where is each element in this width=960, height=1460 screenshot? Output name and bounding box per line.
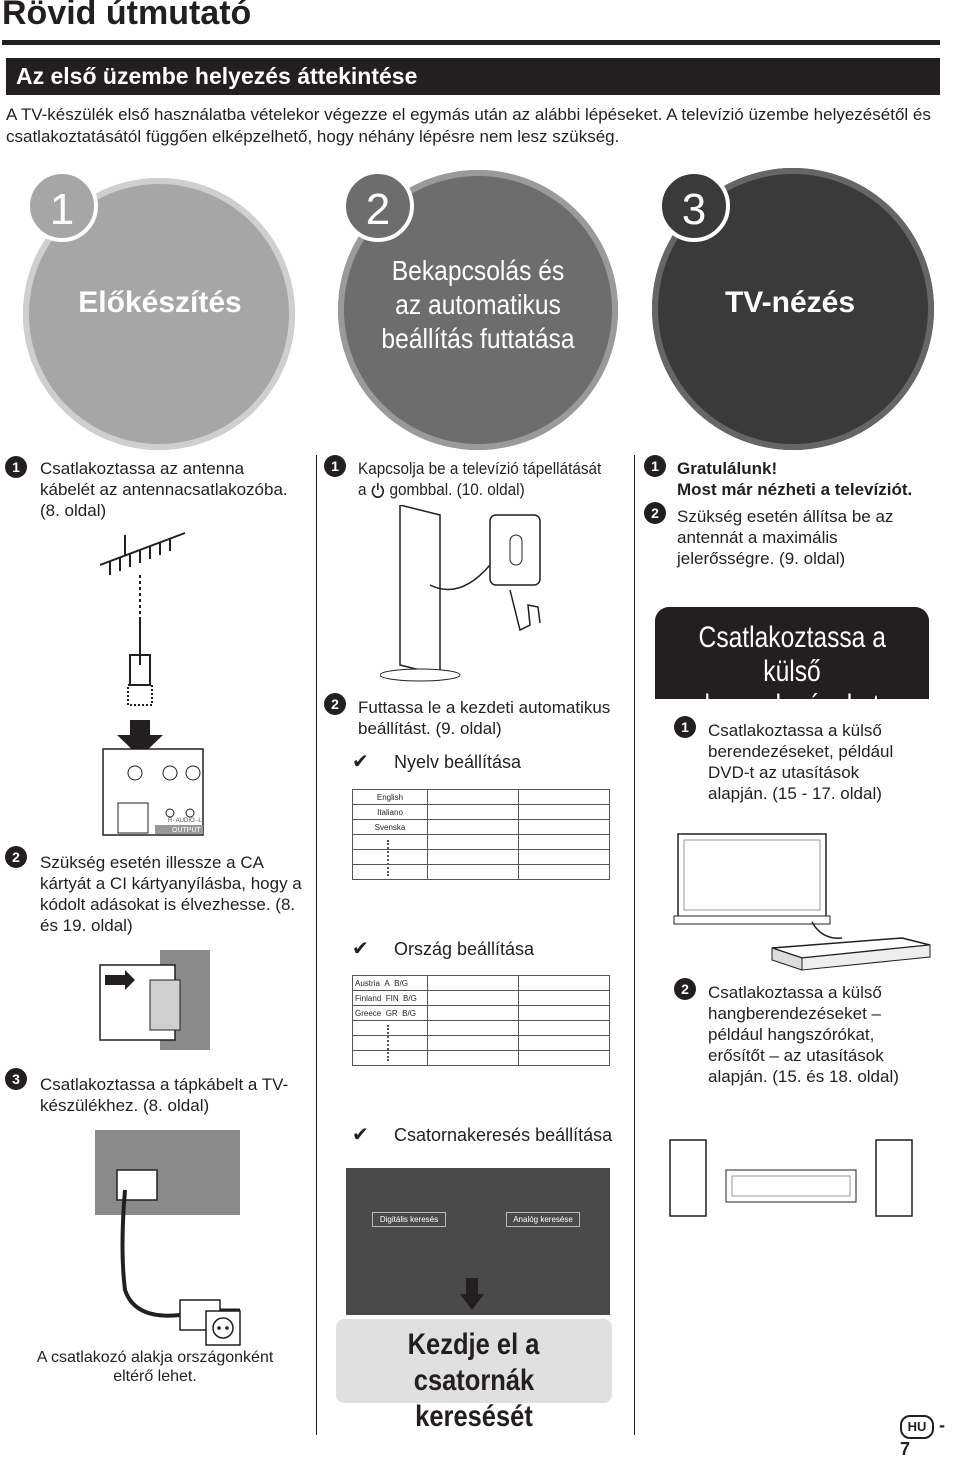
tv-dvd-illustration: [672, 830, 934, 975]
stage-2-label: [348, 254, 608, 356]
stage-3-number: 3: [658, 170, 730, 242]
country-code: GR: [385, 1008, 398, 1018]
title-rule: [2, 40, 940, 45]
stage-2-label-line: beállítás futtatása: [381, 323, 575, 354]
step-bullet: 2: [644, 502, 666, 524]
col3-step1-text: [677, 458, 947, 500]
analog-search-button[interactable]: Analóg keresése: [506, 1212, 580, 1227]
page-title: Rövid útmutató: [2, 0, 252, 32]
page-number: - 7: [900, 1415, 946, 1459]
country-name: Austria: [355, 978, 380, 988]
col2-step1-pre: a: [358, 480, 367, 499]
country-menu: [352, 975, 610, 1066]
col3-step1-line2: Most már nézheti a televíziót.: [677, 480, 913, 499]
arrow-down-icon: [460, 1278, 484, 1312]
stage-2-label-line: az automatikus: [395, 289, 561, 320]
panel-audio-label: R- AUDIO -L: [168, 818, 202, 824]
country-name: Finland: [355, 993, 382, 1003]
country-tag: B/G: [402, 1008, 416, 1018]
col3-step2-text: Szükség esetén állítsa be az antennát a maximális jelerősségre. (9. oldal): [677, 507, 894, 568]
col3-step1-line1: Gratulálunk!: [677, 459, 778, 478]
col2-step1-line2: [358, 479, 628, 500]
col1-step1-text: Csatlakoztassa az antenna kábelét az antennacsatlakozóba. (8. oldal): [40, 459, 288, 520]
ext-banner-line: külső berendezéseket: [704, 655, 880, 722]
col2-step1-text: [358, 458, 628, 500]
language-setting-label: Nyelv beállítása: [394, 752, 522, 772]
language-option[interactable]: Svenska: [353, 820, 428, 835]
external-devices-banner: [655, 607, 929, 722]
power-icon: [371, 482, 385, 498]
tv-power-illustration: [380, 505, 560, 685]
col1-step2-text: Szükség esetén illessze a CA kártyát a CI kártyanyílásba, hogy a kódolt adásokat is élvezhesse. (8. és 19. oldal): [40, 853, 302, 935]
country-setting-label: Ország beállítása: [394, 939, 535, 959]
ci-card-illustration: [95, 945, 215, 1055]
col3-ext-step2-text: Csatlakoztassa a külső hangberendezéseket – például hangszórókat, erősítőt – az utasítások alapján. (15. és 18. oldal): [708, 983, 899, 1086]
step-bullet: 1: [674, 716, 696, 738]
country-tag: B/G: [403, 993, 417, 1003]
step-bullet: 1: [324, 455, 346, 477]
col2-step2-text: Futtassa le a kezdeti automatikus beállítást. (9. oldal): [358, 698, 611, 738]
stage-2-label-line: Bekapcsolás és: [391, 255, 565, 286]
ext-banner-line: Csatlakoztassa a: [698, 621, 886, 654]
col2-step1-line1: Kapcsolja be a televízió tápellátását: [358, 459, 602, 478]
digital-search-button[interactable]: Digitális keresés: [372, 1212, 446, 1227]
step-bullet: 3: [5, 1068, 27, 1090]
outlet-icon: [205, 1310, 241, 1346]
step-bullet: 2: [5, 846, 27, 868]
power-cable-illustration: [95, 1130, 245, 1340]
list-continuation: [387, 1025, 389, 1061]
language-menu: [352, 789, 610, 880]
stage-3-label: TV-nézés: [724, 286, 856, 319]
col2-step1-post: gombbal. (10. oldal): [389, 480, 525, 499]
language-option[interactable]: Italiano: [353, 805, 428, 820]
language-badge: HU: [900, 1415, 934, 1439]
step-bullet: 1: [644, 455, 666, 477]
column-divider: [634, 455, 635, 1435]
panel-output-label: OUTPUT: [172, 827, 201, 834]
check-mark-icon: ✔: [352, 751, 369, 773]
plug-note: A csatlakozó alakja országonként eltérő lehet.: [36, 1349, 274, 1385]
country-row[interactable]: [353, 1006, 610, 1021]
column-divider: [316, 455, 317, 1435]
stage-1-label: Előkészítés: [78, 286, 242, 319]
country-code: A: [384, 978, 390, 988]
start-box-line: csatornák keresését: [413, 1364, 535, 1433]
step-bullet: 2: [674, 978, 696, 1000]
step-bullet: 2: [324, 693, 346, 715]
start-channel-search-box: [336, 1319, 612, 1433]
stage-2-number: 2: [342, 170, 414, 242]
country-tag: B/G: [394, 978, 408, 988]
col3-ext-step1-text: Csatlakoztassa a külső berendezéseket, például DVD-t az utasítások alapján. (15 - 17. oldal): [708, 721, 894, 803]
language-option[interactable]: English: [353, 790, 428, 805]
channel-setting-label: Csatornakeresés beállítása: [394, 1125, 613, 1145]
list-continuation: [387, 840, 389, 876]
step-bullet: 1: [5, 456, 27, 478]
antenna-illustration: [95, 525, 215, 845]
check-mark-icon: ✔: [352, 1124, 369, 1146]
country-code: FIN: [385, 993, 399, 1003]
country-row[interactable]: [353, 991, 610, 1006]
stage-1-number: 1: [26, 170, 98, 242]
country-row[interactable]: [353, 976, 610, 991]
country-name: Greece: [355, 1008, 382, 1018]
start-box-line: Kezdje el a: [408, 1328, 540, 1361]
speakers-illustration: [666, 1130, 916, 1220]
check-mark-icon: ✔: [352, 938, 369, 960]
col1-step3-text: Csatlakoztassa a tápkábelt a TV-készülékhez. (8. oldal): [40, 1075, 289, 1115]
page-footer: [900, 1415, 960, 1460]
intro-text: A TV-készülék első használatba vételekor végezze el egymás után az alábbi lépéseket. A televízió üzembe helyezésétől és csatlakoztatásától függően elképzelhető, hogy néhány lépésre nem lesz szükség.: [6, 105, 931, 146]
section-banner: Az első üzembe helyezés áttekintése: [6, 58, 940, 95]
